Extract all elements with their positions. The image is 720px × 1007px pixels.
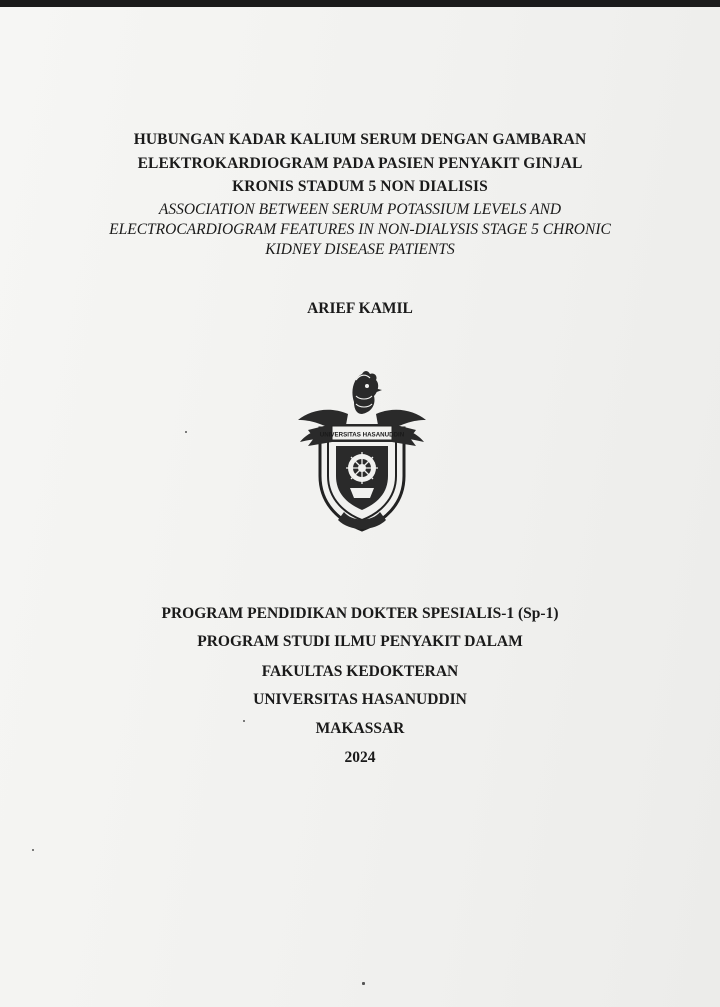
scan-speck: [362, 982, 365, 985]
study-program: PROGRAM STUDI ILMU PENYAKIT DALAM: [197, 633, 523, 650]
title-indonesian-line-3: KRONIS STADUM 5 NON DIALISIS: [232, 178, 488, 195]
scan-speck: [32, 849, 34, 851]
title-english-line-2: ELECTROCARDIOGRAM FEATURES IN NON-DIALYSIS STAGE 5 CHRONIC: [109, 221, 611, 238]
title-english-line-1: ASSOCIATION BETWEEN SERUM POTASSIUM LEVELS AND: [158, 201, 562, 218]
city-name: MAKASSAR: [315, 720, 405, 737]
scan-speck: [185, 431, 187, 433]
cover-page: [0, 7, 720, 1007]
title-english-line-3: KIDNEY DISEASE PATIENTS: [265, 241, 455, 258]
title-indonesian-line-1: HUBUNGAN KADAR KALIUM SERUM DENGAN GAMBARAN: [133, 131, 587, 148]
scan-top-edge: [0, 0, 720, 7]
year: 2024: [344, 749, 376, 766]
scan-speck: [243, 720, 245, 722]
universitas-hasanuddin-emblem: [290, 366, 434, 536]
emblem-banner-text: UNIVERSITAS HASANUDDIN: [319, 431, 405, 439]
program-name: PROGRAM PENDIDIKAN DOKTER SPESIALIS-1 (Sp-1): [161, 605, 559, 622]
university-name: UNIVERSITAS HASANUDDIN: [253, 691, 467, 708]
title-indonesian-line-2: ELEKTROKARDIOGRAM PADA PASIEN PENYAKIT GINJAL: [137, 155, 583, 172]
faculty-name: FAKULTAS KEDOKTERAN: [261, 663, 459, 680]
author-name: ARIEF KAMIL: [307, 300, 413, 317]
